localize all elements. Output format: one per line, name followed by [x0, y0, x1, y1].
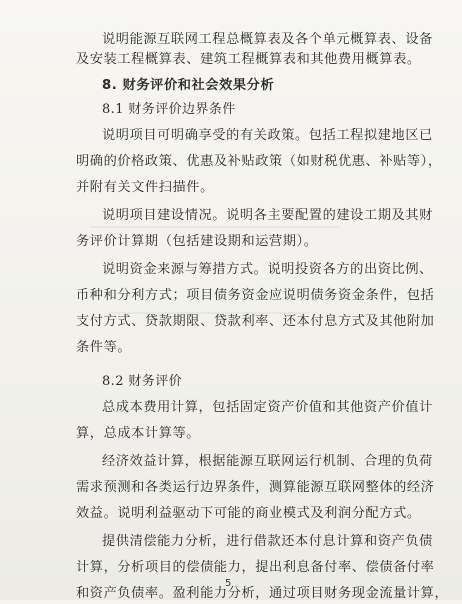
body-line: 币种和分利方式；项目债务资金应说明债务资金条件，包括 — [76, 288, 435, 303]
body-line: 提供清偿能力分析，进行借款还本付息计算和资产负债 — [102, 534, 433, 549]
body-line: 和资产负债率。盈利能力分析，通过项目财务现金流量计算， — [76, 586, 449, 601]
body-line: 说明项目建设情况。说明各主要配置的建设工期及其财 — [102, 208, 433, 223]
body-line: 条件等。 — [76, 340, 132, 355]
section-heading: 8. 财务评价和社会效果分析 — [102, 78, 275, 93]
subsection-heading: 8.2 财务评价 — [102, 374, 183, 389]
body-line: 明确的价格政策、优惠及补贴政策（如财税优惠、补贴等）， — [76, 154, 442, 169]
document-body — [76, 14, 449, 604]
page-number: 5 — [225, 578, 232, 589]
body-line: 需求预测和各类运行边界条件，测算能源互联网整体的经济 — [76, 480, 435, 495]
body-line: 算，总成本计算等。 — [76, 426, 201, 441]
body-line: 及安装工程概算表、建筑工程概算表和其他费用概算表。 — [76, 52, 421, 67]
body-line: 并附有关文件扫描件。 — [76, 180, 214, 195]
body-line: 经济效益计算，根据能源互联网运行机制、合理的负荷 — [102, 454, 433, 469]
body-line: 务评价计算期（包括建设期和运营期）。 — [76, 234, 318, 249]
subsection-heading: 8.1 财务评价边界条件 — [102, 102, 236, 117]
body-line: 说明项目可明确享受的有关政策。包括工程拟建地区已 — [102, 128, 433, 143]
body-line: 效益。说明利益驱动下可能的商业模式及利润分配方式。 — [76, 506, 421, 521]
body-line: 计算，分析项目的偿债能力，提出利息备付率、偿债备付率 — [76, 560, 435, 575]
body-line: 总成本费用计算，包括固定资产价值和其他资产价值计 — [102, 400, 433, 415]
body-line: 说明资金来源与筹措方式。说明投资各方的出资比例、 — [102, 262, 433, 277]
body-line: 支付方式、贷款期限、贷款利率、还本付息方式及其他附加 — [76, 314, 435, 329]
body-line: 说明能源互联网工程总概算表及各个单元概算表、设备 — [102, 32, 433, 47]
